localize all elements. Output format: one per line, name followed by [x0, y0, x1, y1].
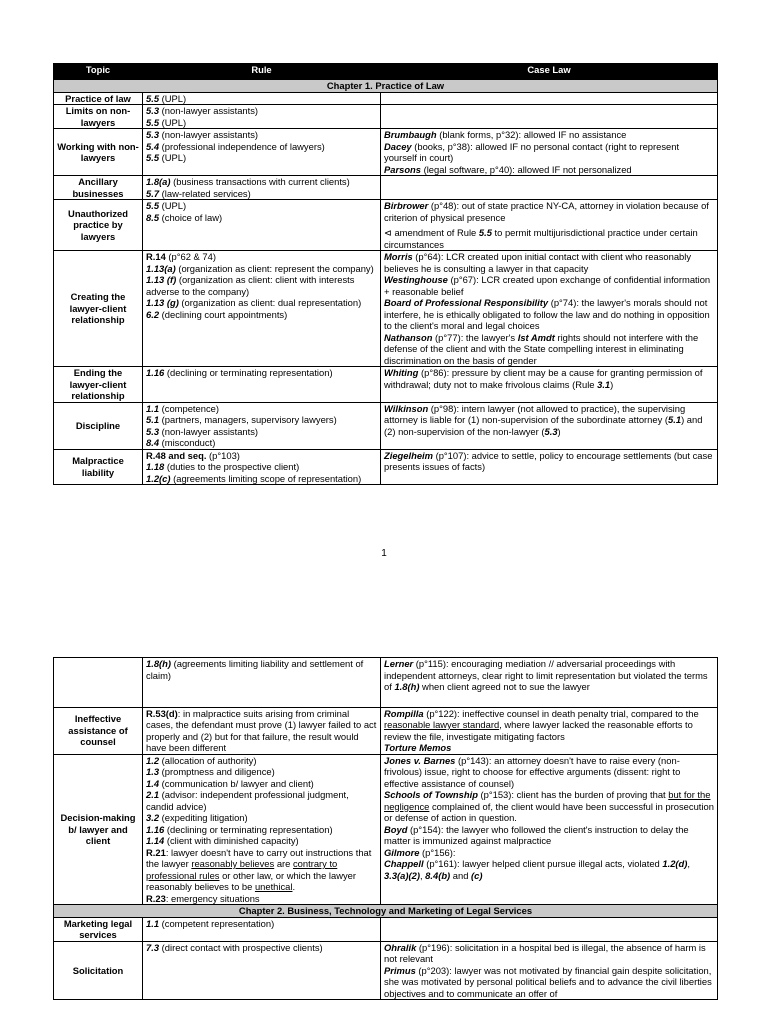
rule-cell: 1.8(a) (business transactions with current clients) 5.7 (law-related services)	[143, 176, 381, 200]
page-number: 1	[381, 548, 387, 559]
table-header-row	[54, 64, 718, 80]
topic-cell: Creating the lawyer-client relationship	[54, 251, 143, 367]
rule-cell: 1.16 (declining or terminating representation)	[143, 367, 381, 403]
table-row	[54, 251, 718, 367]
table-row	[54, 200, 718, 251]
rule-cell: 7.3 (direct contact with prospective clients)	[143, 941, 381, 1000]
table-row	[54, 129, 718, 176]
topic-cell: Ineffective assistance of counsel	[54, 707, 143, 754]
table-row	[54, 658, 718, 708]
case-cell: Jones v. Barnes (p°143): an attorney doesn't have to raise every (non-frivolous) issue, right to choose for effective arguments (dissent: right to effective assistance of counsel) Schools of Township (p°153): client has the burden of proving that but for the negligence complained of, the client would have been successful in prosecution or defense of action in question. Boyd (p°154): the lawyer who followed the client's instruction to delay the matter is immunized against malpractice Gilmore (p°156): Chappell (p°161): lawyer helped client pursue illegal acts, violated 1.2(d), 3.3(a)(2), 8.4(b) and (c)	[381, 754, 718, 905]
table-row	[54, 105, 718, 129]
case-cell: Birbrower (p°48): out of state practice NY-CA, attorney in violation because of criterion of physical presence ⊲ amendment of Rule 5.5 to permit multijurisdictional practice under certain circumstances	[381, 200, 718, 251]
rule-cell: 5.5 (UPL)	[143, 92, 381, 105]
table-row	[54, 367, 718, 403]
case-cell: Ohralik (p°196): solicitation in a hospital bed is illegal, the absence of harm is not relevant Primus (p°203): lawyer was not motivated by financial gain despite solicitation, she was motivated by personal political beliefs and to advance the civil liberties objectives and to communicate an offer of	[381, 941, 718, 1000]
topic-cell: Unauthorized practice by lawyers	[54, 200, 143, 251]
case-cell	[381, 105, 718, 129]
case-cell: Brumbaugh (blank forms, p°32): allowed IF no assistance Dacey (books, p°38): allowed IF no personal contact (right to represent yourself in court) Parsons (legal software, p°40): allowed IF not personalized	[381, 129, 718, 176]
table-row	[54, 941, 718, 1000]
topic-cell: Malpractice liability	[54, 449, 143, 485]
topic-cell: Solicitation	[54, 941, 143, 1000]
chapter-2-title: Chapter 2. Business, Technology and Marketing of Legal Services	[54, 905, 718, 918]
table-row	[54, 707, 718, 754]
table-row	[54, 917, 718, 941]
case-cell: Morris (p°64): LCR created upon initial contact with client who reasonably believes he is consulting a lawyer in that capacity Westinghouse (p°67): LCR created upon exchange of confidential information + reasonable belief Board of Professional Responsibility (p°74): the lawyer's morals should not interfere, he is ethically obligated to follow the law and do nothing in opposition to the client's moral and legal choices Nathanson (p°77): the lawyer's Ist Amdt rights should not interfere with the defense of the client and with the State compelling interest in eliminating discrimination on the basis of gender	[381, 251, 718, 367]
page-gap	[0, 588, 768, 650]
case-cell	[381, 917, 718, 941]
rule-cell: 1.8(h) (agreements limiting liability and settlement of claim)	[143, 658, 381, 708]
header-case-law: Case Law	[381, 64, 718, 80]
table-row	[54, 402, 718, 449]
rule-cell: R.48 and seq. (p°103) 1.18 (duties to the prospective client) 1.2(c) (agreements limiting scope of representation)	[143, 449, 381, 485]
case-cell: Whiting (p°86): pressure by client may be a cause for granting permission of withdrawal; duty not to make frivolous claims (Rule 3.1)	[381, 367, 718, 403]
topic-cell: Ending the lawyer-client relationship	[54, 367, 143, 403]
chapter-1-title: Chapter 1. Practice of Law	[54, 80, 718, 93]
case-cell: Wilkinson (p°98): intern lawyer (not allowed to practice), the supervising attorney is liable for (1) non-supervision of the subordinate attorney (5.1) and (2) non-supervision of the non-lawyer (5.3)	[381, 402, 718, 449]
topic-cell: Practice of law	[54, 92, 143, 105]
topic-cell: Decision-making b/ lawyer and client	[54, 754, 143, 905]
rule-cell: R.14 (p°62 & 74) 1.13(a) (organization as client: represent the company) 1.13 (f) (organization as client: client with interests adverse to the company) 1.13 (g) (organization as client: dual representation) 6.2 (declining court appointments)	[143, 251, 381, 367]
rules-table-page-2	[53, 657, 718, 1000]
case-cell: Rompilla (p°122): ineffective counsel in death penalty trial, compared to the reasonable lawyer standard, where lawyer lacked the reasonable efforts to review the file, investigate mitigating factors Torture Memos	[381, 707, 718, 754]
page-2	[0, 650, 768, 1024]
case-cell: Ziegelheim (p°107): advice to settle, policy to encourage settlements (but case presents issues of facts)	[381, 449, 718, 485]
rules-table-page-1	[53, 63, 718, 485]
topic-cell: Ancillary businesses	[54, 176, 143, 200]
rule-cell: 5.5 (UPL) 8.5 (choice of law)	[143, 200, 381, 251]
table-row	[54, 449, 718, 485]
case-cell	[381, 92, 718, 105]
topic-cell	[54, 658, 143, 708]
topic-cell: Discipline	[54, 402, 143, 449]
table-row	[54, 754, 718, 905]
table-row	[54, 176, 718, 200]
case-cell	[381, 176, 718, 200]
rule-cell: 1.1 (competent representation)	[143, 917, 381, 941]
case-cell: Lerner (p°115): encouraging mediation // adversarial proceedings with independent attorneys, clear right to limit representation but violated the terms of 1.8(h) when client agreed not to sue the lawyer	[381, 658, 718, 708]
topic-cell: Working with non-lawyers	[54, 129, 143, 176]
table-row	[54, 92, 718, 105]
chapter-heading	[54, 905, 718, 918]
rule-cell: 5.3 (non-lawyer assistants) 5.4 (professional independence of lawyers) 5.5 (UPL)	[143, 129, 381, 176]
rule-cell: 5.3 (non-lawyer assistants) 5.5 (UPL)	[143, 105, 381, 129]
rule-cell: R.53(d): in malpractice suits arising from criminal cases, the defendant must prove (1) lawyer failed to act properly and (2) but for that failure, the result would have been different	[143, 707, 381, 754]
rule-cell: 1.2 (allocation of authority) 1.3 (promptness and diligence) 1.4 (communication b/ lawyer and client) 2.1 (advisor: independent professional judgment, candid advice) 3.2 (expediting litigation) 1.16 (declining or terminating representation) 1.14 (client with diminished capacity) R.21: lawyer doesn't have to carry out instructions that the lawyer reasonably believes are contrary to professional rules or other law, or which the lawyer reasonably believes to be unethical. R.23: emergency situations	[143, 754, 381, 905]
topic-cell: Marketing legal services	[54, 917, 143, 941]
header-rule: Rule	[143, 64, 381, 80]
topic-cell: Limits on non-lawyers	[54, 105, 143, 129]
chapter-heading	[54, 80, 718, 93]
header-topic: Topic	[54, 64, 143, 80]
rule-cell: 1.1 (competence) 5.1 (partners, managers, supervisory lawyers) 5.3 (non-lawyer assistants) 8.4 (misconduct)	[143, 402, 381, 449]
